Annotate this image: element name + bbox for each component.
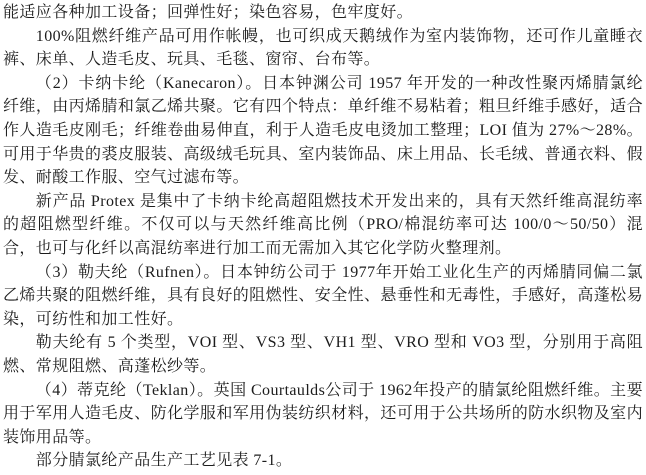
paragraph-table-reference: 部分腈氯纶产品生产工艺见表 7-1。 [35, 452, 293, 470]
paragraph-flame-retardant-products: 100%阻燃纤维产品可用作帐幔，也可织成天鹅绒作为室内装饰物，还可作儿童睡衣裤、床单、人造毛皮、玩具、毛毯、窗帘、台布等。 [3, 27, 643, 69]
paragraph-kanecaron: （2）卡纳卡纶（Kanecaron）。日本钟渊公司 1957 年开发的一种改性聚丙烯腈氯纶纤维，由丙烯腈和氯乙烯共聚。它有四个特点：单纤维不易粘着；粗旦纤维手感好，适合作人造毛皮刚毛；纤维卷曲易伸直，利于人造毛皮电烫加工整理；LOI 值为 27%～28%。可用于华贵的裘皮服装、高级绒毛玩具、室内装饰品、床上用品、长毛绒、普通衣料、假发、耐酸工作服、空气过滤布等。 [3, 74, 643, 187]
paragraph-teklan: （4）蒂克纶（Teklan）。英国 Courtaulds公司于 1962年投产的腈氯纶阻燃纤维。主要用于军用人造毛皮、防化学服和军用伪装纺织材料，还可用于公共场所的防水织物及室内装饰用品等。 [3, 381, 643, 446]
paragraph-rufnen-types: 勒夫纶有 5 个类型，VOI 型、VS3 型、VH1 型、VRO 型和 VO3 型，分别用于高阻燃、常规阻燃、高蓬松纱等。 [3, 334, 643, 375]
paragraph-protex: 新产品 Protex 是集中了卡纳卡纶高超阻燃技术开发出来的，具有天然纤维高混纺率的超阻燃型纤维。不仅可以与天然纤维高比例（PRO/棉混纺率可达 100/0～50/50）混合，也可与化纤以高混纺率进行加工而无需加入其它化学防火整理剂。 [3, 192, 643, 257]
paragraph-continuation: 能适应各种加工设备；回弹性好；染色容易，色牢度好。 [3, 4, 414, 21]
paragraph-rufnen: （3）勒夫纶（Rufnen）。日本钟纺公司于 1977年开始工业化生产的丙烯腈同偏二氯乙烯共聚的阻燃纤维，具有良好的阻燃性、安全性、悬垂性和无毒性，手感好，高蓬松易染，可纺性和加工性好。 [3, 263, 643, 328]
